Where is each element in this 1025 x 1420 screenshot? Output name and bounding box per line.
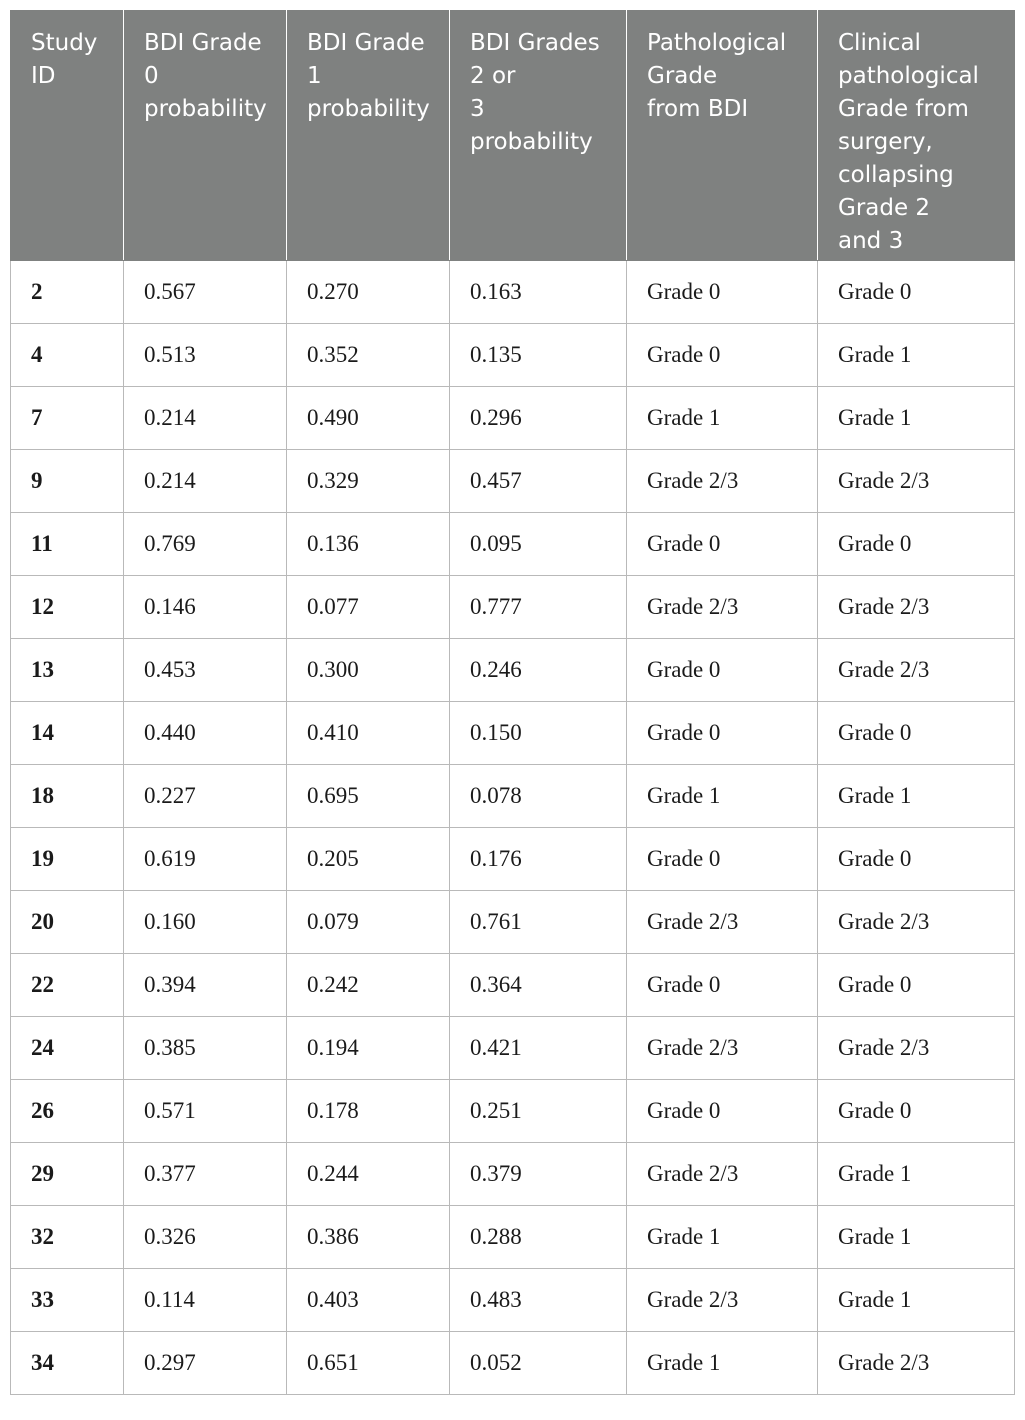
study-id-cell: 19 [11, 828, 124, 891]
table-body [11, 261, 1015, 1395]
header-line: Grade from [838, 96, 969, 122]
table-row [11, 1206, 1015, 1269]
bdi-grade-1-probability-cell: 0.490 [287, 387, 450, 450]
bdi-grade-1-probability-cell: 0.651 [287, 1332, 450, 1395]
clinical-pathological-grade-cell: Grade 0 [818, 513, 1015, 576]
clinical-pathological-grade-cell: Grade 1 [818, 765, 1015, 828]
clinical-pathological-grade-cell: Grade 1 [818, 1143, 1015, 1206]
study-id-cell: 14 [11, 702, 124, 765]
header-bdi-grade-1-probability [287, 11, 450, 261]
bdi-grade-0-probability-cell: 0.513 [124, 324, 287, 387]
pathological-grade-cell: Grade 2/3 [627, 1017, 818, 1080]
bdi-grades-2-3-probability-cell: 0.777 [450, 576, 627, 639]
bdi-grade-1-probability-cell: 0.695 [287, 765, 450, 828]
clinical-pathological-grade-cell: Grade 1 [818, 1206, 1015, 1269]
data-table-container [10, 10, 1014, 1395]
study-id-cell: 11 [11, 513, 124, 576]
bdi-grade-0-probability-cell: 0.769 [124, 513, 287, 576]
header-bdi-grade-0-probability [124, 11, 287, 261]
table-row [11, 1017, 1015, 1080]
study-id-cell: 9 [11, 450, 124, 513]
pathological-grade-cell: Grade 0 [627, 1080, 818, 1143]
bdi-grade-1-probability-cell: 0.270 [287, 261, 450, 324]
bdi-grade-1-probability-cell: 0.352 [287, 324, 450, 387]
bdi-grade-0-probability-cell: 0.114 [124, 1269, 287, 1332]
table-row [11, 954, 1015, 1017]
clinical-pathological-grade-cell: Grade 1 [818, 1269, 1015, 1332]
table-row [11, 513, 1015, 576]
pathological-grade-cell: Grade 0 [627, 639, 818, 702]
header-line: Clinical [838, 30, 921, 56]
bdi-grade-0-probability-cell: 0.619 [124, 828, 287, 891]
bdi-grades-2-3-probability-cell: 0.296 [450, 387, 627, 450]
bdi-grades-2-3-probability-cell: 0.176 [450, 828, 627, 891]
clinical-pathological-grade-cell: Grade 2/3 [818, 576, 1015, 639]
table-row [11, 639, 1015, 702]
pathological-grade-cell: Grade 0 [627, 513, 818, 576]
bdi-grade-1-probability-cell: 0.077 [287, 576, 450, 639]
study-id-cell: 4 [11, 324, 124, 387]
bdi-grade-1-probability-cell: 0.136 [287, 513, 450, 576]
header-line: probability [144, 96, 267, 122]
table-row [11, 702, 1015, 765]
table-header [11, 11, 1015, 261]
table-row [11, 828, 1015, 891]
clinical-pathological-grade-cell: Grade 0 [818, 261, 1015, 324]
study-id-cell: 13 [11, 639, 124, 702]
bdi-grades-2-3-probability-cell: 0.078 [450, 765, 627, 828]
header-line: 1 [307, 63, 322, 89]
clinical-pathological-grade-cell: Grade 2/3 [818, 450, 1015, 513]
clinical-pathological-grade-cell: Grade 2/3 [818, 639, 1015, 702]
bdi-grade-0-probability-cell: 0.394 [124, 954, 287, 1017]
table-row [11, 765, 1015, 828]
header-line: probability [470, 129, 593, 155]
pathological-grade-cell: Grade 2/3 [627, 891, 818, 954]
bdi-grades-2-3-probability-cell: 0.364 [450, 954, 627, 1017]
bdi-grades-2-3-probability-cell: 0.163 [450, 261, 627, 324]
pathological-grade-cell: Grade 0 [627, 261, 818, 324]
header-row [11, 11, 1015, 261]
table-row [11, 1269, 1015, 1332]
study-id-cell: 26 [11, 1080, 124, 1143]
bdi-grades-2-3-probability-cell: 0.095 [450, 513, 627, 576]
bdi-grade-1-probability-cell: 0.329 [287, 450, 450, 513]
bdi-grade-0-probability-cell: 0.440 [124, 702, 287, 765]
bdi-grade-1-probability-cell: 0.300 [287, 639, 450, 702]
bdi-grade-0-probability-cell: 0.571 [124, 1080, 287, 1143]
pathological-grade-cell: Grade 1 [627, 1206, 818, 1269]
bdi-grade-0-probability-cell: 0.297 [124, 1332, 287, 1395]
table-row [11, 261, 1015, 324]
bdi-grades-2-3-probability-cell: 0.761 [450, 891, 627, 954]
bdi-grade-0-probability-cell: 0.214 [124, 450, 287, 513]
bdi-grade-1-probability-cell: 0.386 [287, 1206, 450, 1269]
pathological-grade-cell: Grade 1 [627, 765, 818, 828]
bdi-grades-2-3-probability-cell: 0.251 [450, 1080, 627, 1143]
bdi-grade-0-probability-cell: 0.214 [124, 387, 287, 450]
pathological-grade-cell: Grade 1 [627, 387, 818, 450]
study-id-cell: 18 [11, 765, 124, 828]
table-row [11, 891, 1015, 954]
clinical-pathological-grade-cell: Grade 0 [818, 828, 1015, 891]
header-line: Grade [647, 63, 718, 89]
header-line: probability [307, 96, 430, 122]
clinical-pathological-grade-cell: Grade 0 [818, 954, 1015, 1017]
header-line: BDI Grade [307, 30, 425, 56]
clinical-pathological-grade-cell: Grade 2/3 [818, 891, 1015, 954]
pathological-grade-cell: Grade 0 [627, 828, 818, 891]
header-line: 2 or [470, 63, 516, 89]
header-line: surgery, [838, 129, 933, 155]
header-line: pathological [838, 63, 979, 89]
bdi-grades-2-3-probability-cell: 0.483 [450, 1269, 627, 1332]
pathological-grade-cell: Grade 1 [627, 1332, 818, 1395]
header-line: Pathological [647, 30, 787, 56]
bdi-grades-2-3-probability-cell: 0.246 [450, 639, 627, 702]
study-id-cell: 2 [11, 261, 124, 324]
header-line: collapsing [838, 162, 954, 188]
bdi-grades-2-3-probability-cell: 0.150 [450, 702, 627, 765]
study-id-cell: 20 [11, 891, 124, 954]
pathological-grade-cell: Grade 2/3 [627, 450, 818, 513]
header-line: Study [31, 30, 98, 56]
clinical-pathological-grade-cell: Grade 0 [818, 1080, 1015, 1143]
table-row [11, 1332, 1015, 1395]
bdi-grade-0-probability-cell: 0.227 [124, 765, 287, 828]
bdi-grade-1-probability-cell: 0.403 [287, 1269, 450, 1332]
header-bdi-grades-2-3-probability [450, 11, 627, 261]
clinical-pathological-grade-cell: Grade 0 [818, 702, 1015, 765]
pathological-grade-cell: Grade 0 [627, 702, 818, 765]
study-id-cell: 32 [11, 1206, 124, 1269]
bdi-grade-1-probability-cell: 0.079 [287, 891, 450, 954]
pathological-grade-cell: Grade 0 [627, 324, 818, 387]
pathological-grade-cell: Grade 2/3 [627, 576, 818, 639]
table-row [11, 1080, 1015, 1143]
table-row [11, 387, 1015, 450]
bdi-grade-1-probability-cell: 0.242 [287, 954, 450, 1017]
bdi-grades-2-3-probability-cell: 0.379 [450, 1143, 627, 1206]
header-pathological-grade-from-bdi [627, 11, 818, 261]
bdi-grade-0-probability-cell: 0.567 [124, 261, 287, 324]
bdi-grades-2-3-probability-cell: 0.421 [450, 1017, 627, 1080]
pathological-grade-cell: Grade 2/3 [627, 1143, 818, 1206]
header-line: Grade 2 [838, 195, 931, 221]
study-id-cell: 24 [11, 1017, 124, 1080]
table-row [11, 576, 1015, 639]
bdi-grades-2-3-probability-cell: 0.135 [450, 324, 627, 387]
header-line: BDI Grades [470, 30, 600, 56]
bdi-grades-2-3-probability-cell: 0.052 [450, 1332, 627, 1395]
header-line: and 3 [838, 228, 904, 254]
bdi-grade-1-probability-cell: 0.178 [287, 1080, 450, 1143]
table-row [11, 324, 1015, 387]
bdi-grade-1-probability-cell: 0.205 [287, 828, 450, 891]
study-id-cell: 7 [11, 387, 124, 450]
bdi-grade-1-probability-cell: 0.194 [287, 1017, 450, 1080]
study-id-cell: 12 [11, 576, 124, 639]
header-study-id [11, 11, 124, 261]
bdi-grade-0-probability-cell: 0.326 [124, 1206, 287, 1269]
clinical-pathological-grade-cell: Grade 1 [818, 387, 1015, 450]
bdi-grades-2-3-probability-cell: 0.457 [450, 450, 627, 513]
bdi-grade-0-probability-cell: 0.377 [124, 1143, 287, 1206]
table-row [11, 450, 1015, 513]
pathological-grade-cell: Grade 0 [627, 954, 818, 1017]
header-line: ID [31, 63, 56, 89]
header-line: 3 [470, 96, 485, 122]
bdi-grade-0-probability-cell: 0.385 [124, 1017, 287, 1080]
clinical-pathological-grade-cell: Grade 1 [818, 324, 1015, 387]
study-id-cell: 22 [11, 954, 124, 1017]
grade-probability-table [10, 10, 1015, 1395]
clinical-pathological-grade-cell: Grade 2/3 [818, 1017, 1015, 1080]
table-row [11, 1143, 1015, 1206]
pathological-grade-cell: Grade 2/3 [627, 1269, 818, 1332]
clinical-pathological-grade-cell: Grade 2/3 [818, 1332, 1015, 1395]
bdi-grade-0-probability-cell: 0.160 [124, 891, 287, 954]
bdi-grade-0-probability-cell: 0.146 [124, 576, 287, 639]
study-id-cell: 29 [11, 1143, 124, 1206]
bdi-grade-1-probability-cell: 0.410 [287, 702, 450, 765]
header-clinical-pathological-grade [818, 11, 1015, 261]
header-line: from BDI [647, 96, 749, 122]
study-id-cell: 33 [11, 1269, 124, 1332]
bdi-grades-2-3-probability-cell: 0.288 [450, 1206, 627, 1269]
header-line: 0 [144, 63, 159, 89]
study-id-cell: 34 [11, 1332, 124, 1395]
bdi-grade-1-probability-cell: 0.244 [287, 1143, 450, 1206]
header-line: BDI Grade [144, 30, 262, 56]
bdi-grade-0-probability-cell: 0.453 [124, 639, 287, 702]
